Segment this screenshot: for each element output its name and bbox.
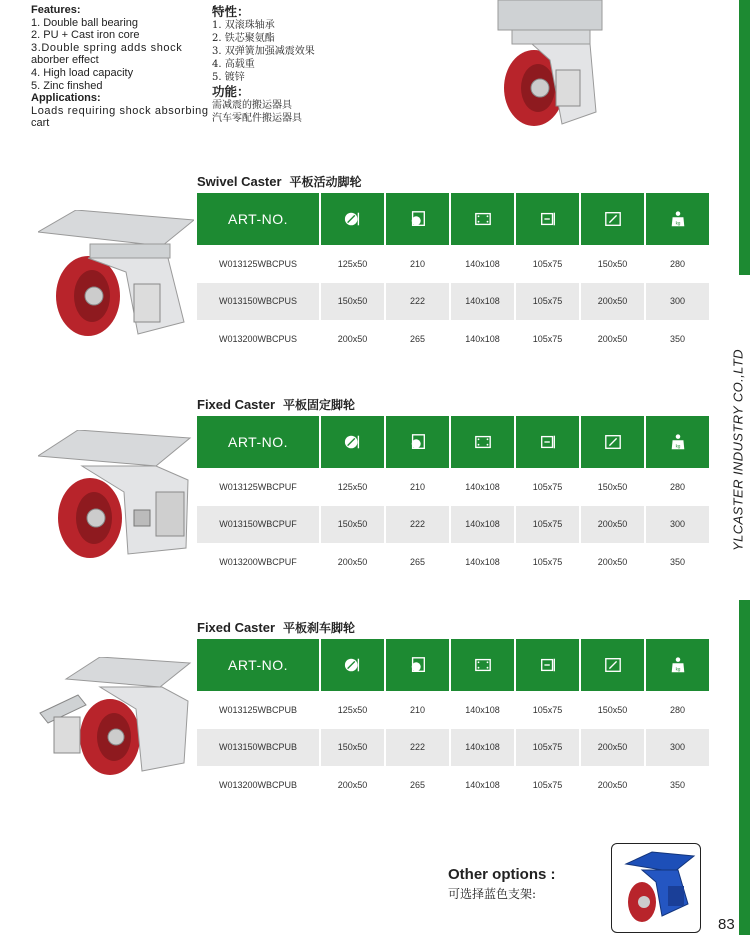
application-cn-item: 汽车零配件搬运器具 (212, 113, 302, 124)
table-cell: 105x75 (516, 245, 581, 283)
features-heading: Features: (31, 4, 81, 16)
application-cn-item: 需减震的搬运器具 (212, 100, 292, 111)
bolt-hole-icon (604, 656, 622, 674)
art-no-header: ART-NO. (197, 193, 321, 245)
caster-photo-top (492, 0, 610, 130)
table-cell: 265 (386, 320, 451, 358)
table-cell: 265 (386, 543, 451, 581)
table-header (197, 416, 714, 468)
table-cell: 105x75 (516, 729, 581, 767)
load-capacity-icon (669, 656, 687, 674)
header-cell (451, 639, 516, 691)
art-no-cell: W013150WBCPUS (197, 283, 321, 321)
table-cell: 105x75 (516, 320, 581, 358)
header-cell (646, 416, 709, 468)
table-cell: 125x50 (321, 468, 386, 506)
table-cell: 265 (386, 766, 451, 804)
feature-item: 4. High load capacity (31, 66, 134, 79)
table-cell: 140x108 (451, 320, 516, 358)
table-cell: 105x75 (516, 283, 581, 321)
bolt-hole-icon (604, 210, 622, 228)
table-cell: 105x75 (516, 766, 581, 804)
art-no-header: ART-NO. (197, 416, 321, 468)
table-cell: 300 (646, 506, 709, 544)
table-cell: 200x50 (581, 283, 646, 321)
svg-text:kg: kg (675, 220, 680, 226)
table-cell: 280 (669, 704, 686, 715)
header-cell (451, 193, 516, 245)
table-cell: 350 (669, 556, 686, 567)
art-no-cell: W013200WBCPUF (197, 543, 321, 581)
table-cell: 222 (386, 283, 451, 321)
wheel-size-icon (344, 210, 362, 228)
header-cell (386, 416, 451, 468)
bolt-hole-spacing-icon (539, 210, 557, 228)
header-cell (386, 639, 451, 691)
table-cell: 105x75 (516, 543, 581, 581)
sidebar-bar-bottom (739, 600, 750, 935)
svg-text:kg: kg (675, 666, 680, 672)
feature-item: 3.Double spring adds shock (31, 41, 183, 54)
table-row (197, 506, 714, 544)
table-header (197, 639, 714, 691)
wheel-size-icon (344, 433, 362, 451)
other-options (448, 866, 556, 902)
features-cn-heading: 特性： (212, 4, 250, 19)
header-cell (321, 193, 386, 245)
table-cell: 200x50 (581, 506, 646, 544)
art-no-cell: W013125WBCPUF (197, 468, 321, 506)
spec-table-brake (197, 639, 714, 804)
table-cell: 105x75 (516, 506, 581, 544)
table-cell: 125x50 (321, 691, 386, 729)
header-cell (516, 416, 581, 468)
table-cell: 150x50 (581, 691, 646, 729)
feature-cn-item: 2. 铁芯聚氨酯 (212, 33, 275, 44)
header-cell (646, 639, 709, 691)
table-cell: 105x75 (516, 468, 581, 506)
wheel-size-icon (344, 656, 362, 674)
table-cell: 150x50 (581, 245, 646, 283)
feature-item: aborber effect (31, 54, 99, 67)
art-no-cell: W013200WBCPUS (197, 320, 321, 358)
application-item: Loads requiring shock absorbing (31, 104, 209, 117)
feature-item: 1. Double ball bearing (31, 16, 139, 29)
section-title-cn: 平板固定脚轮 (283, 398, 356, 412)
feature-item: 5. Zinc finshed (31, 79, 103, 92)
table-row (197, 320, 714, 358)
table-cell: 105x75 (516, 691, 581, 729)
feature-cn-item: 1. 双滚珠轴承 (212, 20, 275, 31)
page-number: 83 (718, 916, 735, 933)
caster-photo-brake (38, 657, 194, 777)
applications-heading: Applications: (31, 92, 101, 105)
table-cell: 200x50 (581, 766, 646, 804)
section-title-brake (197, 619, 355, 636)
table-cell: 150x50 (321, 506, 386, 544)
table-cell: 140x108 (451, 766, 516, 804)
table-cell: 210 (386, 691, 451, 729)
height-icon (409, 656, 427, 674)
table-cell: 200x50 (321, 543, 386, 581)
feature-cn-item: 5. 镀锌 (212, 72, 245, 83)
section-title-fixed (197, 396, 355, 413)
table-cell: 150x50 (321, 283, 386, 321)
other-options-subtitle: 可选择蓝色支架: (448, 887, 537, 901)
spec-table-fixed (197, 416, 714, 581)
header-cell (581, 193, 646, 245)
section-title-en: Swivel Caster (197, 174, 282, 189)
table-cell: 210 (386, 245, 451, 283)
table-cell: 210 (386, 468, 451, 506)
table-cell: 125x50 (321, 245, 386, 283)
header-cell (646, 193, 709, 245)
table-cell: 140x108 (451, 691, 516, 729)
header-cell (451, 416, 516, 468)
table-cell: 222 (386, 506, 451, 544)
bolt-hole-spacing-icon (539, 656, 557, 674)
art-no-header: ART-NO. (197, 639, 321, 691)
blue-caster-thumbnail (611, 843, 701, 933)
table-cell: 350 (669, 333, 686, 344)
plate-size-icon (474, 656, 492, 674)
feature-cn-item: 4. 高载重 (212, 59, 255, 70)
height-icon (409, 433, 427, 451)
section-title-swivel (197, 173, 362, 190)
table-row (197, 691, 714, 729)
company-name-vertical (729, 320, 747, 580)
art-no-cell: W013150WBCPUF (197, 506, 321, 544)
header-cell (386, 193, 451, 245)
header-cell (516, 639, 581, 691)
bolt-hole-spacing-icon (539, 433, 557, 451)
table-cell: 300 (646, 729, 709, 767)
table-cell: 222 (386, 729, 451, 767)
table-cell: 280 (669, 258, 686, 269)
section-title-en: Fixed Caster (197, 397, 276, 412)
table-cell: 350 (669, 779, 686, 790)
table-cell: 140x108 (451, 506, 516, 544)
header-cell (581, 639, 646, 691)
table-cell: 300 (646, 283, 709, 321)
sidebar-bar-top (739, 0, 750, 275)
table-row (197, 283, 714, 321)
caster-photo-fixed (38, 430, 194, 560)
art-no-cell: W013150WBCPUB (197, 729, 321, 767)
table-cell: 150x50 (581, 468, 646, 506)
plate-size-icon (474, 210, 492, 228)
table-cell: 200x50 (321, 766, 386, 804)
art-no-cell: W013200WBCPUB (197, 766, 321, 804)
table-cell: 150x50 (321, 729, 386, 767)
section-title-cn: 平板活动脚轮 (289, 175, 362, 189)
table-cell: 140x108 (451, 283, 516, 321)
application-item: cart (31, 117, 50, 130)
header-cell (581, 416, 646, 468)
header-cell (321, 639, 386, 691)
table-cell: 200x50 (581, 729, 646, 767)
feature-item: 2. PU + Cast iron core (31, 29, 140, 42)
load-capacity-icon (669, 210, 687, 228)
table-row (197, 468, 714, 506)
spec-table-swivel (197, 193, 714, 358)
table-cell: 200x50 (581, 543, 646, 581)
table-cell: 140x108 (451, 468, 516, 506)
section-title-cn: 平板刹车脚轮 (283, 621, 356, 635)
table-header (197, 193, 714, 245)
table-cell: 200x50 (581, 320, 646, 358)
table-cell: 140x108 (451, 245, 516, 283)
company-name: YLCASTER INDUSTRY CO.,LTD (730, 349, 746, 551)
table-row (197, 729, 714, 767)
section-title-en: Fixed Caster (197, 620, 276, 635)
bolt-hole-icon (604, 433, 622, 451)
height-icon (409, 210, 427, 228)
svg-text:kg: kg (675, 443, 680, 449)
plate-size-icon (474, 433, 492, 451)
caster-photo-swivel (38, 210, 194, 340)
load-capacity-icon (669, 433, 687, 451)
table-cell: 280 (669, 481, 686, 492)
other-options-title: Other options : (448, 866, 556, 883)
header-cell (321, 416, 386, 468)
table-row (197, 543, 714, 581)
table-cell: 200x50 (321, 320, 386, 358)
features-block (31, 4, 211, 130)
table-row (197, 766, 714, 804)
table-row (197, 245, 714, 283)
art-no-cell: W013125WBCPUB (197, 691, 321, 729)
art-no-cell: W013125WBCPUS (197, 245, 321, 283)
table-cell: 140x108 (451, 729, 516, 767)
header-cell (516, 193, 581, 245)
features-cn-block (212, 4, 412, 125)
feature-cn-item: 3. 双弹簧加强减震效果 (212, 46, 315, 57)
applications-cn-heading: 功能： (212, 84, 250, 99)
table-cell: 140x108 (451, 543, 516, 581)
